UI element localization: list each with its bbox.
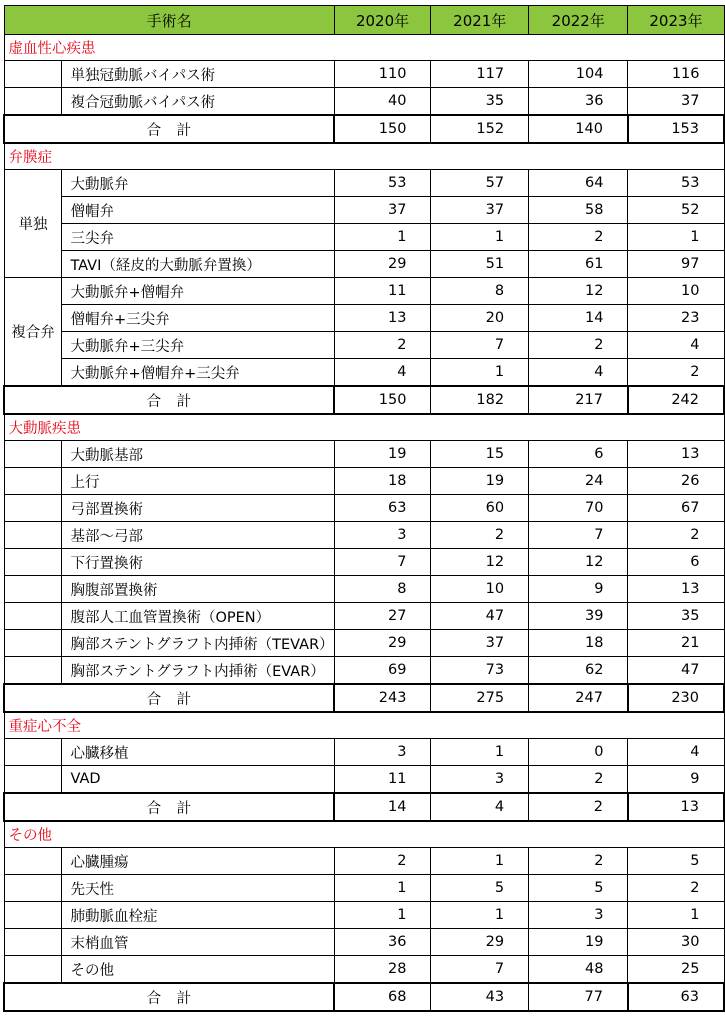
value-cell: 1 <box>431 359 529 387</box>
value-cell: 53 <box>334 170 431 197</box>
procedure-label: 胸部ステントグラフト内挿術（TEVAR） <box>62 630 334 657</box>
header-year-2021: 2021年 <box>431 6 529 35</box>
total-value-cell: 275 <box>431 684 529 712</box>
section-header-row <box>4 712 724 739</box>
total-value-cell: 182 <box>431 386 529 414</box>
value-cell: 3 <box>431 766 529 794</box>
table-row <box>4 657 724 685</box>
total-value-cell: 150 <box>334 386 431 414</box>
value-cell: 4 <box>628 332 724 359</box>
total-value-cell: 150 <box>334 115 431 143</box>
value-cell: 1 <box>334 224 431 251</box>
value-cell: 4 <box>334 359 431 387</box>
value-cell: 52 <box>628 197 724 224</box>
indent-cell <box>4 902 62 929</box>
total-value-cell: 153 <box>628 115 724 143</box>
value-cell: 13 <box>628 441 724 468</box>
value-cell: 47 <box>628 657 724 685</box>
table-row <box>4 224 724 251</box>
indent-cell <box>4 603 62 630</box>
indent-cell <box>4 630 62 657</box>
indent-cell <box>4 549 62 576</box>
table-row <box>4 88 724 116</box>
value-cell: 63 <box>334 495 431 522</box>
value-cell: 36 <box>529 88 628 116</box>
table-header-row <box>4 6 724 35</box>
value-cell: 2 <box>334 332 431 359</box>
value-cell: 2 <box>529 332 628 359</box>
procedure-label: 腹部人工血管置換術（OPEN） <box>62 603 334 630</box>
table-row <box>4 495 724 522</box>
value-cell: 19 <box>334 441 431 468</box>
indent-cell <box>4 739 62 766</box>
value-cell: 18 <box>529 630 628 657</box>
value-cell: 25 <box>628 956 724 984</box>
indent-cell <box>4 441 62 468</box>
table-row <box>4 739 724 766</box>
procedure-label: 三尖弁 <box>62 224 334 251</box>
value-cell: 2 <box>529 766 628 794</box>
table-row <box>4 576 724 603</box>
value-cell: 57 <box>431 170 529 197</box>
value-cell: 21 <box>628 630 724 657</box>
value-cell: 29 <box>431 929 529 956</box>
procedure-label: 心臓腫瘍 <box>62 848 334 875</box>
total-value-cell: 14 <box>334 793 431 821</box>
value-cell: 12 <box>529 549 628 576</box>
value-cell: 2 <box>529 224 628 251</box>
table-row <box>4 278 724 305</box>
value-cell: 10 <box>431 576 529 603</box>
indent-cell <box>4 929 62 956</box>
value-cell: 58 <box>529 197 628 224</box>
total-value-cell: 63 <box>628 983 724 1011</box>
table-row <box>4 549 724 576</box>
value-cell: 8 <box>431 278 529 305</box>
procedure-label: VAD <box>62 766 334 794</box>
section-header-row <box>4 821 724 848</box>
value-cell: 116 <box>628 61 724 88</box>
value-cell: 6 <box>628 549 724 576</box>
value-cell: 40 <box>334 88 431 116</box>
value-cell: 67 <box>628 495 724 522</box>
indent-cell <box>4 956 62 984</box>
section-title: 虚血性心疾患 <box>4 35 724 61</box>
value-cell: 110 <box>334 61 431 88</box>
value-cell: 19 <box>431 468 529 495</box>
procedure-label: 大動脈弁+三尖弁 <box>62 332 334 359</box>
procedure-label: その他 <box>62 956 334 984</box>
total-value-cell: 247 <box>529 684 628 712</box>
value-cell: 1 <box>334 902 431 929</box>
table-row <box>4 603 724 630</box>
table-row <box>4 197 724 224</box>
value-cell: 60 <box>431 495 529 522</box>
value-cell: 12 <box>431 549 529 576</box>
value-cell: 62 <box>529 657 628 685</box>
value-cell: 35 <box>628 603 724 630</box>
value-cell: 7 <box>334 549 431 576</box>
procedure-label: 大動脈基部 <box>62 441 334 468</box>
table-row <box>4 251 724 278</box>
total-value-cell: 43 <box>431 983 529 1011</box>
value-cell: 7 <box>529 522 628 549</box>
value-cell: 19 <box>529 929 628 956</box>
value-cell: 37 <box>431 630 529 657</box>
value-cell: 1 <box>431 902 529 929</box>
value-cell: 1 <box>334 875 431 902</box>
section-title: 弁膜症 <box>4 143 724 170</box>
section-title: 大動脈疾患 <box>4 414 724 441</box>
value-cell: 1 <box>431 848 529 875</box>
table-row <box>4 468 724 495</box>
indent-cell <box>4 61 62 88</box>
header-year-2023: 2023年 <box>628 6 724 35</box>
total-label: 合 計 <box>4 684 334 712</box>
table-row <box>4 359 724 387</box>
value-cell: 104 <box>529 61 628 88</box>
value-cell: 23 <box>628 305 724 332</box>
table-row <box>4 305 724 332</box>
value-cell: 2 <box>628 875 724 902</box>
value-cell: 27 <box>334 603 431 630</box>
table-row <box>4 902 724 929</box>
value-cell: 14 <box>529 305 628 332</box>
total-value-cell: 68 <box>334 983 431 1011</box>
table-row <box>4 522 724 549</box>
value-cell: 36 <box>334 929 431 956</box>
value-cell: 11 <box>334 278 431 305</box>
value-cell: 7 <box>431 956 529 984</box>
value-cell: 11 <box>334 766 431 794</box>
procedure-label: 単独冠動脈バイパス術 <box>62 61 334 88</box>
value-cell: 4 <box>529 359 628 387</box>
procedure-label: 基部～弓部 <box>62 522 334 549</box>
value-cell: 117 <box>431 61 529 88</box>
section-header-row <box>4 414 724 441</box>
value-cell: 1 <box>431 739 529 766</box>
header-year-2022: 2022年 <box>529 6 628 35</box>
group-label: 単独 <box>4 170 62 278</box>
value-cell: 97 <box>628 251 724 278</box>
table-row <box>4 332 724 359</box>
indent-cell <box>4 468 62 495</box>
value-cell: 20 <box>431 305 529 332</box>
indent-cell <box>4 88 62 116</box>
value-cell: 2 <box>628 359 724 387</box>
value-cell: 10 <box>628 278 724 305</box>
total-value-cell: 152 <box>431 115 529 143</box>
table-row <box>4 630 724 657</box>
value-cell: 3 <box>334 739 431 766</box>
value-cell: 64 <box>529 170 628 197</box>
value-cell: 1 <box>628 224 724 251</box>
value-cell: 18 <box>334 468 431 495</box>
table-row <box>4 848 724 875</box>
value-cell: 53 <box>628 170 724 197</box>
total-label: 合 計 <box>4 115 334 143</box>
header-year-2020: 2020年 <box>334 6 431 35</box>
value-cell: 15 <box>431 441 529 468</box>
total-value-cell: 140 <box>529 115 628 143</box>
value-cell: 7 <box>431 332 529 359</box>
value-cell: 29 <box>334 251 431 278</box>
total-row <box>4 386 724 414</box>
value-cell: 39 <box>529 603 628 630</box>
total-label: 合 計 <box>4 793 334 821</box>
value-cell: 24 <box>529 468 628 495</box>
value-cell: 69 <box>334 657 431 685</box>
procedure-label: 胸部ステントグラフト内挿術（EVAR） <box>62 657 334 685</box>
indent-cell <box>4 848 62 875</box>
section-header-row <box>4 143 724 170</box>
total-row <box>4 983 724 1011</box>
procedure-label: 大動脈弁+僧帽弁 <box>62 278 334 305</box>
total-value-cell: 2 <box>529 793 628 821</box>
section-title: その他 <box>4 821 724 848</box>
procedure-label: 弓部置換術 <box>62 495 334 522</box>
procedure-label: 下行置換術 <box>62 549 334 576</box>
total-value-cell: 243 <box>334 684 431 712</box>
value-cell: 5 <box>529 875 628 902</box>
section-title: 重症心不全 <box>4 712 724 739</box>
table-row <box>4 875 724 902</box>
value-cell: 37 <box>431 197 529 224</box>
procedure-label: TAVI（経皮的大動脈弁置換） <box>62 251 334 278</box>
indent-cell <box>4 522 62 549</box>
procedure-label: 末梢血管 <box>62 929 334 956</box>
value-cell: 13 <box>628 576 724 603</box>
value-cell: 35 <box>431 88 529 116</box>
procedure-label: 肺動脈血栓症 <box>62 902 334 929</box>
surgery-count-table <box>3 5 725 1012</box>
value-cell: 47 <box>431 603 529 630</box>
value-cell: 2 <box>529 848 628 875</box>
value-cell: 70 <box>529 495 628 522</box>
value-cell: 9 <box>529 576 628 603</box>
total-row <box>4 684 724 712</box>
total-row <box>4 793 724 821</box>
indent-cell <box>4 576 62 603</box>
value-cell: 26 <box>628 468 724 495</box>
value-cell: 73 <box>431 657 529 685</box>
value-cell: 3 <box>529 902 628 929</box>
table-body <box>4 35 724 1012</box>
indent-cell <box>4 495 62 522</box>
value-cell: 37 <box>628 88 724 116</box>
value-cell: 28 <box>334 956 431 984</box>
total-value-cell: 4 <box>431 793 529 821</box>
value-cell: 2 <box>431 522 529 549</box>
procedure-label: 心臓移植 <box>62 739 334 766</box>
total-value-cell: 13 <box>628 793 724 821</box>
value-cell: 12 <box>529 278 628 305</box>
value-cell: 1 <box>431 224 529 251</box>
table-row <box>4 766 724 794</box>
procedure-label: 大動脈弁+僧帽弁+三尖弁 <box>62 359 334 387</box>
total-value-cell: 77 <box>529 983 628 1011</box>
procedure-label: 胸腹部置換術 <box>62 576 334 603</box>
total-label: 合 計 <box>4 386 334 414</box>
value-cell: 61 <box>529 251 628 278</box>
section-header-row <box>4 35 724 61</box>
value-cell: 29 <box>334 630 431 657</box>
value-cell: 48 <box>529 956 628 984</box>
value-cell: 2 <box>628 522 724 549</box>
group-label: 複合弁 <box>4 278 62 387</box>
header-procedure-name: 手術名 <box>4 6 334 35</box>
procedure-label: 僧帽弁 <box>62 197 334 224</box>
value-cell: 6 <box>529 441 628 468</box>
procedure-label: 僧帽弁+三尖弁 <box>62 305 334 332</box>
procedure-label: 上行 <box>62 468 334 495</box>
value-cell: 9 <box>628 766 724 794</box>
value-cell: 2 <box>334 848 431 875</box>
total-label: 合 計 <box>4 983 334 1011</box>
total-value-cell: 217 <box>529 386 628 414</box>
value-cell: 5 <box>431 875 529 902</box>
table-row <box>4 929 724 956</box>
value-cell: 4 <box>628 739 724 766</box>
value-cell: 3 <box>334 522 431 549</box>
total-value-cell: 230 <box>628 684 724 712</box>
total-value-cell: 242 <box>628 386 724 414</box>
procedure-label: 先天性 <box>62 875 334 902</box>
table-row <box>4 170 724 197</box>
indent-cell <box>4 875 62 902</box>
table-row <box>4 61 724 88</box>
indent-cell <box>4 657 62 685</box>
value-cell: 5 <box>628 848 724 875</box>
indent-cell <box>4 766 62 794</box>
table-row <box>4 441 724 468</box>
value-cell: 30 <box>628 929 724 956</box>
procedure-label: 大動脈弁 <box>62 170 334 197</box>
value-cell: 37 <box>334 197 431 224</box>
total-row <box>4 115 724 143</box>
value-cell: 8 <box>334 576 431 603</box>
value-cell: 0 <box>529 739 628 766</box>
procedure-label: 複合冠動脈バイパス術 <box>62 88 334 116</box>
value-cell: 13 <box>334 305 431 332</box>
table-row <box>4 956 724 984</box>
value-cell: 1 <box>628 902 724 929</box>
value-cell: 51 <box>431 251 529 278</box>
